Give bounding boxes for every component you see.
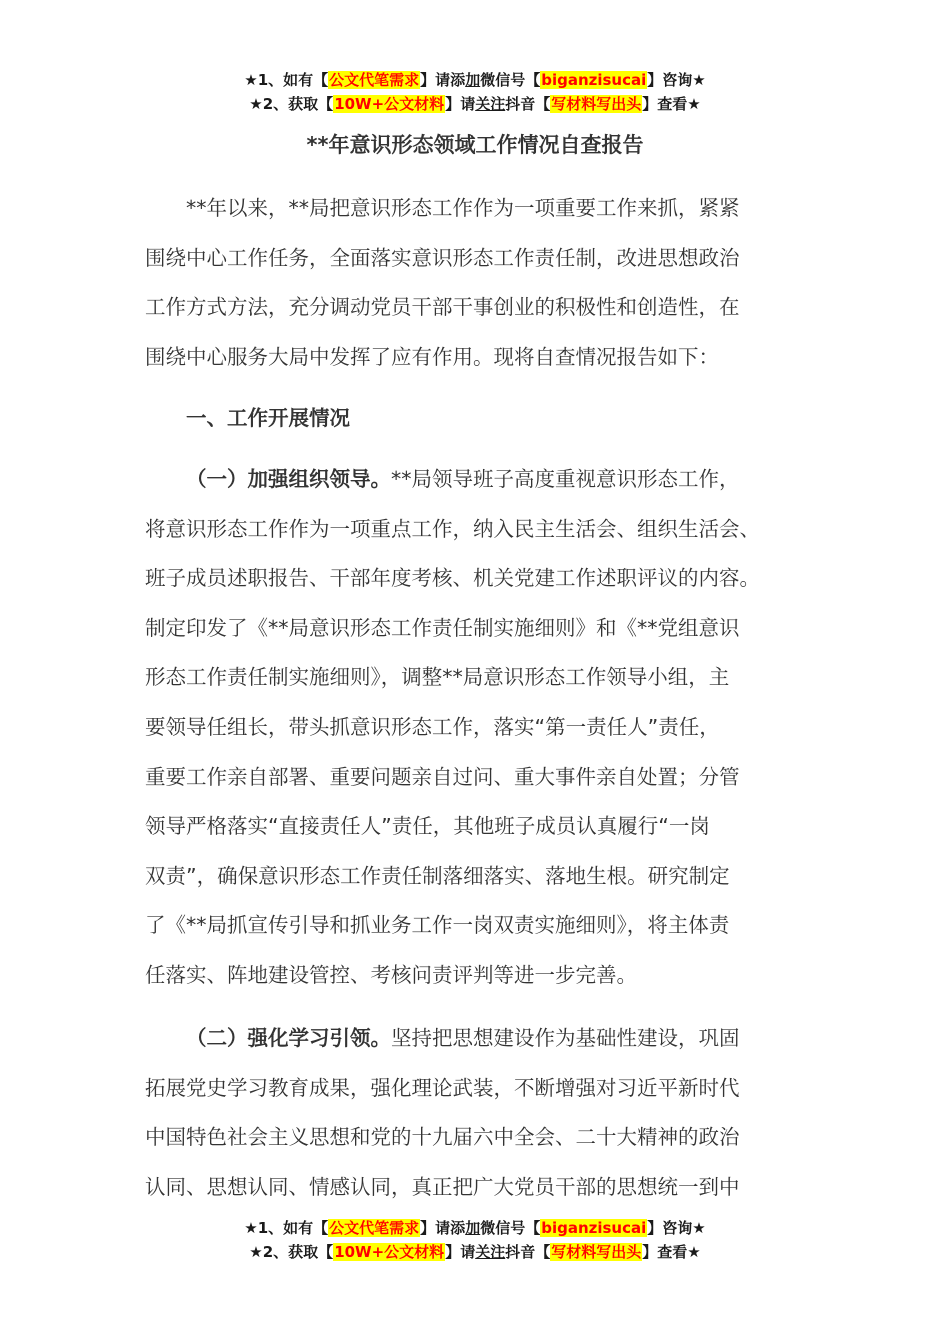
promo-text: ★2、获取【 xyxy=(249,1243,334,1261)
text-line: 工作方式方法，充分调动党员干部干事创业的积极性和创造性，在 xyxy=(145,295,740,320)
text-line: 将意识形态工作作为一项重点工作，纳入民主生活会、组织生活会、 xyxy=(145,516,760,541)
promo-text: 】查看★ xyxy=(642,1243,701,1261)
highlight-materials: 10W+公文材料 xyxy=(334,1243,445,1261)
text-line: 形态工作责任制实施细则》，调整**局意识形态工作领导小组，主 xyxy=(145,665,730,690)
text-segment: 坚持把思想建设作为基础性建设，巩固 xyxy=(391,1026,740,1050)
promo-text: 微信号【 xyxy=(480,1219,541,1237)
footer-promo-banner xyxy=(0,1216,950,1264)
promo-text: 抖音【 xyxy=(505,95,551,113)
text-line: 要领导任组长，带头抓意识形态工作，落实“第一责任人”责任， xyxy=(145,714,720,739)
promo-text: 微信号【 xyxy=(480,71,541,89)
promo-text: ★1、如有【 xyxy=(244,71,329,89)
text-segment: **局领导班子高度重视意识形态工作， xyxy=(391,467,740,491)
text-line: 中国特色社会主义思想和党的十九届六中全会、二十大精神的政治 xyxy=(145,1125,740,1150)
intro-paragraph xyxy=(145,184,825,382)
document-title: **年意识形态领域工作情况自查报告 xyxy=(306,133,644,157)
text-line: 围绕中心服务大局中发挥了应有作用。现将自查情况报告如下： xyxy=(145,344,719,369)
text-line: 重要工作亲自部署、重要问题亲自过问、重大事件亲自处置；分管 xyxy=(145,764,740,789)
promo-text: 】请 xyxy=(445,95,476,113)
highlight-service: 公文代笔需求 xyxy=(329,1219,420,1237)
text-line: 领导严格落实“直接责任人”责任，其他班子成员认真履行“一岗 xyxy=(145,814,710,839)
section-heading: 一、工作开展情况 xyxy=(186,406,350,430)
promo-text: 】请添 xyxy=(420,71,466,89)
promo-text: 】咨询★ xyxy=(647,71,706,89)
promo-line-2 xyxy=(0,1240,950,1264)
text-line: 班子成员述职报告、干部年度考核、机关党建工作述职评议的内容。 xyxy=(145,566,760,591)
highlight-materials: 10W+公文材料 xyxy=(334,95,445,113)
promo-text: 】查看★ xyxy=(642,95,701,113)
text-line: 认同、思想认同、情感认同，真正把广大党员干部的思想统一到中 xyxy=(145,1174,740,1199)
promo-text: 】请 xyxy=(445,1243,476,1261)
paragraph-study-guidance xyxy=(145,1014,825,1212)
promo-text: ★1、如有【 xyxy=(244,1219,329,1237)
text-line xyxy=(145,1014,825,1064)
highlight-service: 公文代笔需求 xyxy=(329,71,420,89)
text-line: 任落实、阵地建设管控、考核问责评判等进一步完善。 xyxy=(145,962,637,987)
promo-text-underlined: 关注 xyxy=(475,1243,506,1261)
highlight-douyin-account: 写材料写出头 xyxy=(551,95,642,113)
highlight-wechat-id: biganzisucai xyxy=(541,71,647,89)
promo-text: 抖音【 xyxy=(505,1243,551,1261)
text-line: **年以来，**局把意识形态工作作为一项重要工作来抓，紧紧 xyxy=(186,196,740,220)
promo-text: ★2、获取【 xyxy=(249,95,334,113)
promo-text: 】请添 xyxy=(420,1219,466,1237)
paragraph-lead: （二）强化学习引领。 xyxy=(186,1026,391,1050)
paragraph-organization-leadership xyxy=(145,455,825,1001)
promo-text: 】咨询★ xyxy=(647,1219,706,1237)
highlight-wechat-id: biganzisucai xyxy=(541,1219,647,1237)
promo-text-underlined: 加 xyxy=(465,71,481,89)
highlight-douyin-account: 写材料写出头 xyxy=(551,1243,642,1261)
promo-text-underlined: 关注 xyxy=(475,95,506,113)
text-line xyxy=(145,455,825,505)
promo-line-1 xyxy=(0,1216,950,1240)
text-line: 围绕中心工作任务，全面落实意识形态工作责任制，改进思想政治 xyxy=(145,245,740,270)
text-line: 制定印发了《**局意识形态工作责任制实施细则》和《**党组意识 xyxy=(145,615,740,640)
text-line: 拓展党史学习教育成果，强化理论武装，不断增强对习近平新时代 xyxy=(145,1075,740,1100)
promo-line-1 xyxy=(0,68,950,92)
promo-line-2 xyxy=(0,92,950,116)
paragraph-lead: （一）加强组织领导。 xyxy=(186,467,391,491)
text-line: 双责”，确保意识形态工作责任制落细落实、落地生根。研究制定 xyxy=(145,863,730,888)
text-line: 了《**局抓宣传引导和抓业务工作一岗双责实施细则》，将主体责 xyxy=(145,913,730,938)
header-promo-banner xyxy=(0,68,950,116)
promo-text-underlined: 加 xyxy=(465,1219,481,1237)
